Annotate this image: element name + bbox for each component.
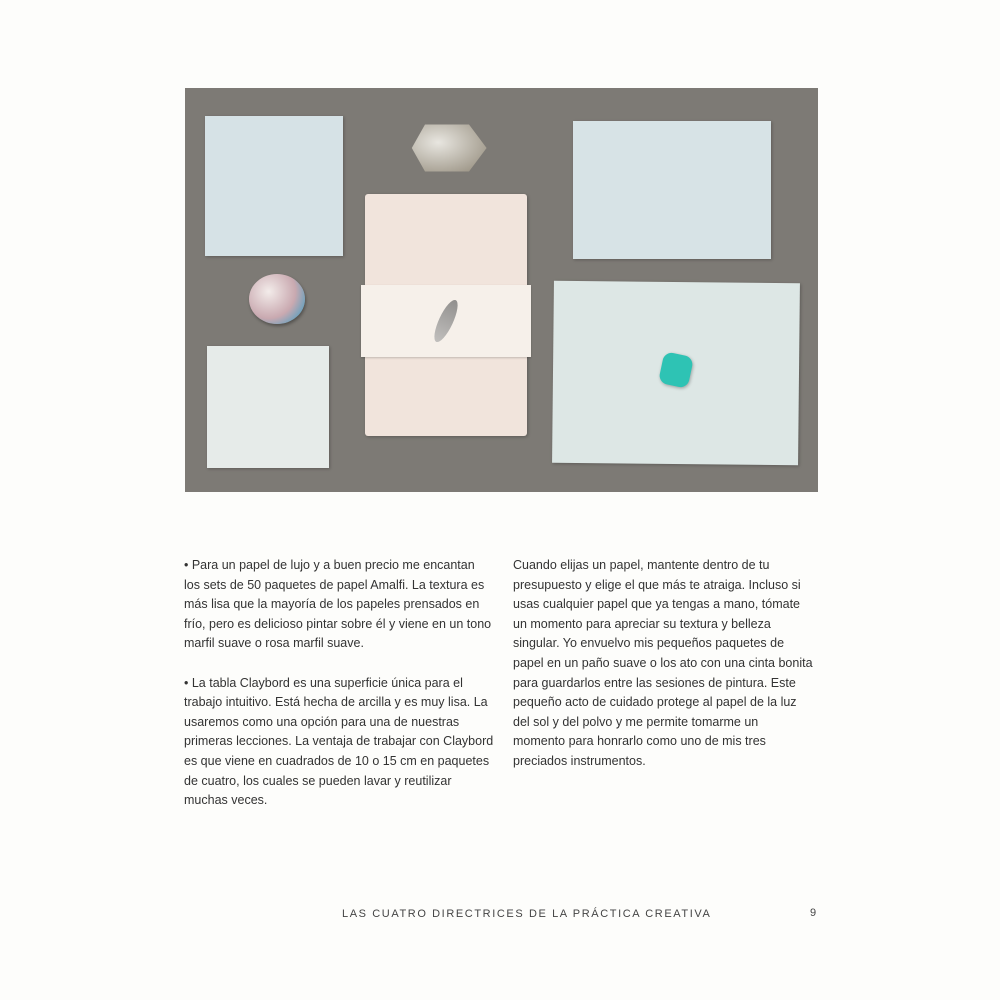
right-column: [513, 556, 813, 772]
paper-card-bottom-left: [207, 346, 329, 468]
crystal: [403, 120, 491, 176]
right-paragraph-1: Cuando elijas un papel, mantente dentro de tu presupuesto y elige el que más te atraiga. Incluso si usas cualquier papel que ya tengas a mano, tómate un momento para apreciar su textura y belleza singular. Yo envuelvo mis pequeños paquetes de papel en un paño suave o los ato con una cinta bonita para guardarlos entre las sesiones de pintura. Este pequeño acto de cuidado protege al papel de la luz del sol y del polvo y me permite tomarme un momento para honrarlo como uno de mis tres preciados instrumentos.: [513, 558, 813, 768]
left-paragraph-2: • La tabla Claybord es una superficie única para el trabajo intuitivo. Está hecha de arcilla y es muy lisa. La usaremos como una opción para una de nuestras primeras lecciones. La ventaja de trabajar con Claybord es que viene en cuadrados de 10 o 15 cm en paquetes de cuatro, los cuales se pueden lavar y reutilizar muchas veces.: [184, 675, 494, 808]
pebble: [249, 274, 305, 324]
page-number: 9: [810, 907, 817, 919]
photo: [185, 88, 818, 492]
left-paragraph-1: • Para un papel de lujo y a buen precio me encantan los sets de 50 paquetes de papel Amalfi. La textura es más lisa que la mayoría de los papeles prensados en frío, pero es delicioso pintar sobre él y viene en un tono marfil suave o rosa marfil suave.: [184, 558, 492, 651]
paper-card-top-left: [205, 116, 343, 256]
running-footer-title: LAS CUATRO DIRECTRICES DE LA PRÁCTICA CREATIVA: [342, 908, 712, 920]
left-column: [184, 556, 494, 811]
paper-card-top-right: [573, 121, 771, 259]
